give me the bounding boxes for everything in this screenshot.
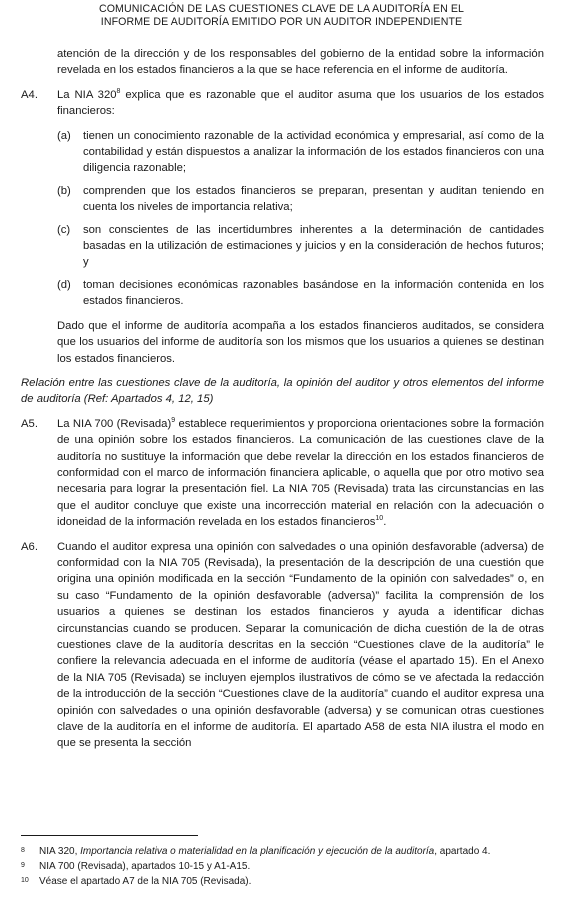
text-span: . [383, 516, 387, 529]
footnote-ref: 9 [171, 416, 176, 424]
list-item [57, 128, 544, 177]
item-letter: (a) [57, 129, 71, 142]
text-span: , apartado 4. [434, 846, 491, 857]
footnote-text: NIA 700 (Revisada), apartados 10-15 y A1-A15. [39, 861, 251, 872]
text-span: La NIA 700 (Revisada) [57, 417, 172, 430]
footnote-number: 10 [21, 877, 29, 884]
footnote-ref: 8 [116, 88, 121, 96]
footnote-text [39, 845, 544, 858]
item-letter: (c) [57, 223, 71, 236]
paragraph-a5 [21, 416, 544, 531]
continuation-paragraph: atención de la dirección y de los responsables del gobierno de la entidad sobre la información revelada en los estados financieros a la que se hace referencia en el informe de auditoría. [57, 48, 544, 77]
footnote-number: 9 [21, 862, 25, 869]
list-item [57, 222, 544, 271]
text-span: explica que es razonable que el auditor asuma que los usuarios de los estados financieros: [57, 88, 544, 118]
footnote-text: Véase el apartado A7 de la NIA 705 (Revisada). [39, 876, 252, 887]
paragraph-number: A5. [21, 417, 38, 430]
paragraph-a4 [21, 87, 544, 120]
paragraph-text [57, 87, 544, 120]
header-line-1: COMUNICACIÓN DE LAS CUESTIONES CLAVE DE LA AUDITORÍA EN EL [98, 3, 465, 15]
page-body [21, 46, 544, 760]
text-span: establece requerimientos y proporciona orientaciones sobre la formación de una opinión sobre los estados financieros. La comunicación de las cuestiones clave de la auditoría no sustituye la información que debe revelar la dirección en los estados financieros de conformidad con el marco de información financiera aplicable, o aquella que por otro motivo sea necesaria para lograr la presentación fiel. La NIA 705 (Revisada) trata las circunstancias en las que el auditor concluye que existe una incorrección material en relación con la adecuación o idoneidad de la información revelada en los estados financieros [57, 417, 544, 529]
closing-paragraph: Dado que el informe de auditoría acompaña a los estados financieros auditados, se considera que los usuarios del informe de auditoría son los mismos que los usuarios a quienes se destinan los estados financieros. [57, 319, 544, 365]
item-letter: (d) [57, 278, 71, 291]
text-span: NIA 320, [39, 846, 81, 857]
item-list [57, 128, 544, 310]
item-text: tienen un conocimiento razonable de la actividad económica y empresarial, así como de la contabilidad y están dispuestos a analizar la información de los estados financieros con una diligencia razonable; [83, 129, 544, 175]
paragraph-text [57, 416, 544, 531]
footnote-ref: 10 [375, 515, 384, 523]
footnote-number: 8 [21, 847, 25, 854]
footnotes [21, 835, 544, 890]
list-item [57, 183, 544, 216]
paragraph-a6 [21, 539, 544, 752]
paragraph-number: A4. [21, 88, 38, 101]
footnote [21, 845, 544, 858]
item-text: son conscientes de las incertidumbres inherentes a la determinación de cantidades basadas en la utilización de estimaciones y juicios y en la consideración de hechos futuros; y [83, 223, 544, 269]
item-text: toman decisiones económicas razonables basándose en la información contenida en los estados financieros. [83, 278, 544, 308]
footnote-divider [21, 835, 198, 836]
section-heading: Relación entre las cuestiones clave de la auditoría, la opinión del auditor y otros elementos del informe de auditoría (Ref: Apartados 4, 12, 15) [21, 376, 544, 406]
item-text: comprenden que los estados financieros se preparan, presentan y auditan teniendo en cuenta los niveles de importancia relativa; [83, 184, 544, 214]
text-span: La NIA 320 [57, 88, 117, 101]
item-letter: (b) [57, 184, 71, 197]
list-item [57, 277, 544, 310]
header-line-2: INFORME DE AUDITORÍA EMITIDO POR UN AUDITOR INDEPENDIENTE [100, 16, 463, 28]
footnote [21, 875, 544, 888]
paragraph-text: Cuando el auditor expresa una opinión con salvedades o una opinión desfavorable (adversa) de conformidad con la NIA 705 (Revisada), la presentación de la descripción de una cuestión que origina una opinión modificada en la sección “Fundamento de la opinión con salvedades” o, en su caso “Fundamento de la opinión desfavorable (adversa)” facilita la comprensión de los usuarios a quienes se destinan los estados financieros y ayuda a identificar dichas circunstancias cuando se producen. Separar la comunicación de dicha cuestión de la de otras cuestiones clave de la auditoría descritas en la sección “Cuestiones clave de la auditoría” le confiere la relevancia adecuada en el informe de auditoría (véase el apartado 15). En el Anexo de la NIA 705 (Revisada) se incluyen ejemplos ilustrativos de cómo se ve afectada la redacción de la introducción de la sección “Cuestiones clave de la auditoría” cuando el auditor expresa una opinión con salvedades o una opinión desfavorable (adversa) y se comunican otras cuestiones clave de la auditoría en el informe de auditoría. El apartado A58 de esta NIA ilustra el modo en que se presenta la sección [57, 540, 544, 750]
footnote-title: Importancia relativa o materialidad en la planificación y ejecución de la auditoría [80, 846, 435, 857]
paragraph-number: A6. [21, 540, 38, 553]
page-header [0, 3, 563, 29]
footnote [21, 860, 544, 873]
